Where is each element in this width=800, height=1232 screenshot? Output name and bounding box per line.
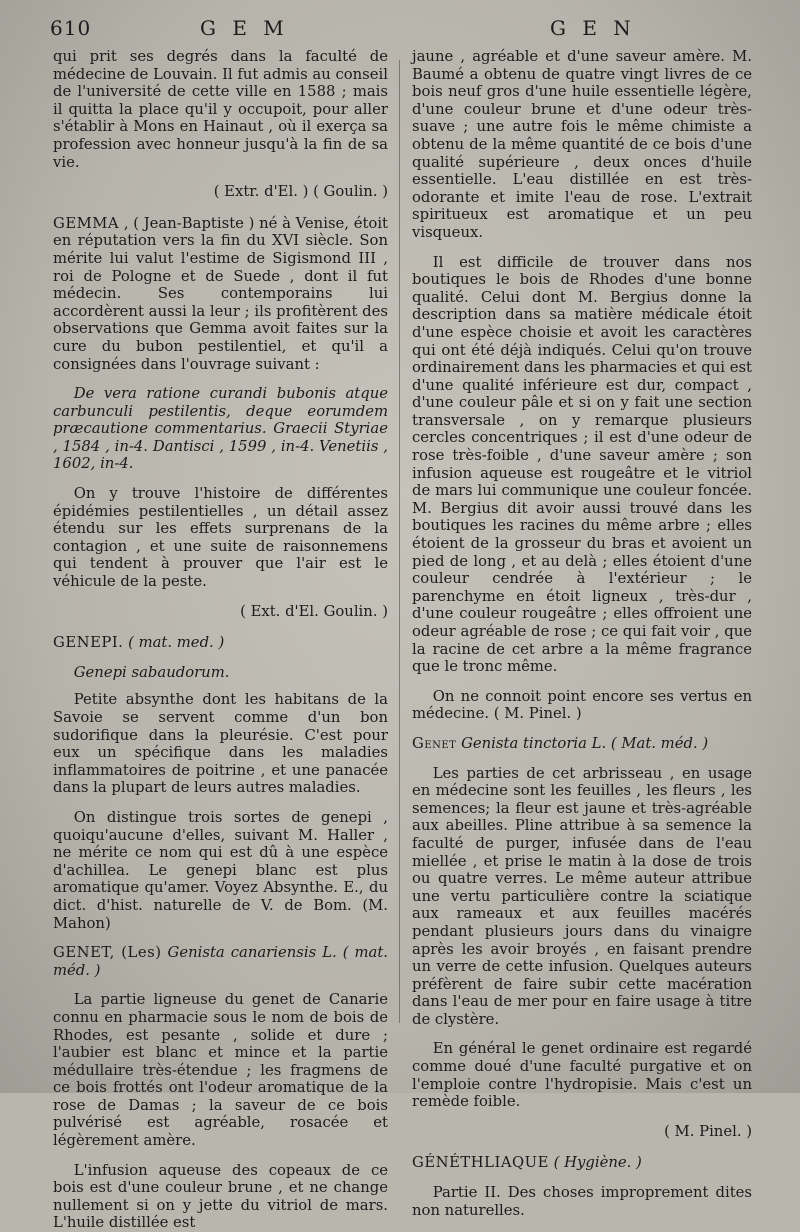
- source-reference: ( Ext. d'El. Goulin. ): [240, 602, 388, 620]
- body-paragraph: On distingue trois sortes de genepi , quoiqu'aucune d'elles, suivant M. Haller , ne mérite ce nom qui est dû à une espèce d'achillea. Le genepi blanc est plus aromatique qu'amer. Voyez Absynthe. E., du dict. d'hist. naturelle de V. de Bom. (M. Mahon): [53, 808, 388, 932]
- continued-paragraph: qui prit ses degrés dans la faculté de médecine de Louvain. Il fut admis au conseil de l'université de cette ville en 1588 ; mais il quitta la place qu'il y occupoit, pour aller s'établir à Mons en Hainaut , où il exerça sa profession avec honneur jusqu'à la fin de sa vie.: [53, 48, 388, 171]
- entry-label: ( mat. med. ): [128, 634, 225, 652]
- continued-paragraph: jaune , agréable et d'une saveur amère. M. Baumé a obtenu de quatre vingt livres de ce bois neuf gros d'une huile essentielle légère, d'une couleur brune et d'une odeur très-suave ; une autre fois le même chimiste a obtenu de la même quantité de ce bois d'une qualité supérieure , deux onces d'huile essentielle. L'eau distillée en est très-odorante et imite l'eau de rose. L'extrait spiritueux est aromatique et un peu visqueux.: [412, 48, 752, 241]
- running-header: [50, 16, 770, 46]
- body-paragraph: Les parties de cet arbrisseau , en usage en médecine sont les feuilles , les fleurs , les semences; la fleur est jaune et très-agréable aux abeilles. Pline attribue à sa semence la faculté de purger, infusée dans de l'eau miellée , et prise le matin à la dose de trois ou quatre verres. Le même auteur attribue une vertu particulière contre la sciatique aux rameaux et aux feuilles macérés pendant plusieurs jours dans du vinaigre après les avoir broyés , en faisant prendre un verre de cette infusion. Quelques auteurs préfèrent de faire subir cette macération dans l'eau de mer pour en faire usage à titre de clystère.: [412, 764, 752, 1028]
- body-paragraph: On y trouve l'histoire de différentes épidémies pestilentielles , un détail assez étendu sur les effets surprenans de la contagion , et une suite de raisonnemens qui tendent à prouver que l'air est le véhicule de la peste.: [53, 485, 388, 591]
- column-divider: [399, 60, 400, 1023]
- body-paragraph: L'infusion aqueuse des copeaux de ce bois est d'une couleur brune , et ne change nullement si on y jette du vitriol de mars. L'huile distillée est: [53, 1161, 388, 1232]
- entry-genet-tinctoria: [412, 735, 752, 753]
- entry-genepi: [53, 634, 388, 652]
- left-running-head: G E M: [200, 16, 289, 40]
- right-column: [412, 48, 752, 1219]
- entry-gemma: [53, 215, 388, 373]
- left-column: [53, 48, 388, 1232]
- body-paragraph: Petite absynthe dont les habitans de la Savoie se servent comme d'un bon sudorifique dans la pleurésie. C'est pour eux un spécifique dans les maladies inflammatoires de poitrine , et une panacée dans la plupart de leurs autres maladies.: [53, 691, 388, 797]
- body-paragraph: Il est difficile de trouver dans nos boutiques le bois de Rhodes d'une bonne qualité. Celui dont M. Bergius donne la description dans sa matière médicale étoit d'une espèce choisie et avoit les caractères qui ont été déjà indiqués. Celui qu'on trouve ordinairement dans les pharmacies et qui est d'une qualité inférieure est dur, compact , d'une couleur pâle et si on y fait une section transversale , on y remarque plusieurs cercles concentriques ; il est d'une odeur de rose très-foible , d'une saveur amère ; son infusion aqueuse est rougeâtre et le vitriol de mars lui communique une couleur foncée. M. Bergius dit avoir aussi trouvé dans les boutiques les racines du même arbre ; elles étoient de la grosseur du bras et avoient un pied de long , et au delà ; elles étoient d'une couleur cendrée à l'extérieur ; le parenchyme en étoit ligneux , très-dur , d'une couleur rougeâtre ; elles offroient une odeur agréable de rose ; ce qui fait voir , que la racine de cet arbre a la même fragrance que le tronc même.: [412, 253, 752, 676]
- entry-headword: GENET, (Les): [53, 944, 162, 962]
- entry-genethliaque: [412, 1154, 752, 1172]
- entry-subtitle: Genepi sabaudorum.: [73, 663, 230, 681]
- entry-headword: GÉNÉTHLIAQUE: [412, 1154, 549, 1172]
- entry-label: Genista canariensis L. ( mat. méd. ): [53, 944, 388, 979]
- body-paragraph: La partie ligneuse du genet de Canarie connu en pharmacie sous le nom de bois de Rhodes, est pesante , solide et dure ; l'aubier est blanc et mince et la partie médullaire très-étendue ; les fragmens de ce bois frottés ont l'odeur aromatique de la rose de Damas ; la saveur de ce bois pulvérisé est agréable, rosacée et légèrement amère.: [53, 991, 388, 1150]
- body-paragraph: En général le genet ordinaire est regardé comme doué d'une faculté purgative et on l'emploie contre l'hydropisie. Mais c'est un remède foible.: [412, 1040, 752, 1111]
- source-reference: ( Extr. d'El. ) ( Goulin. ): [213, 183, 388, 201]
- entry-headword: Genet: [412, 734, 457, 752]
- entry-label: Genista tinctoria L. ( Mat. méd. ): [461, 734, 709, 752]
- entry-headword: GENEPI.: [53, 634, 124, 652]
- body-paragraph: Partie II. Des choses improprement dites non naturelles.: [412, 1184, 752, 1219]
- body-paragraph: On ne connoit point encore ses vertus en médecine. ( M. Pinel. ): [412, 687, 752, 723]
- entry-label: ( Hygiène. ): [553, 1154, 642, 1172]
- entry-body: , ( Jean-Baptiste ) né à Venise, étoit en réputation vers la fin du XVI siècle. Son mérite lui valut l'estime de Sigismond III , roi de Pologne et de Suede , dont il fut médecin. Ses contemporains lui accordèrent aussi la leur ; ils profitèrent des observations que Gemma avoit faites sur la cure du bubon pestilentiel, et qu'il a consignées dans l'ouvrage suivant :: [53, 214, 388, 373]
- entry-genet-canarie: [53, 944, 388, 979]
- source-reference: ( M. Pinel. ): [664, 1122, 752, 1140]
- right-running-head: G E N: [550, 16, 636, 40]
- entry-headword: GEMMA: [53, 214, 120, 232]
- bibliography-citation: De vera ratione curandi bubonis atque carbunculi pestilentis, deque eorumdem præcautione commentarius. Graecii Styriae , 1584 , in-4. Dantisci , 1599 , in-4. Venetiis , 1602, in-4.: [53, 385, 388, 473]
- page-number: 610: [50, 16, 92, 40]
